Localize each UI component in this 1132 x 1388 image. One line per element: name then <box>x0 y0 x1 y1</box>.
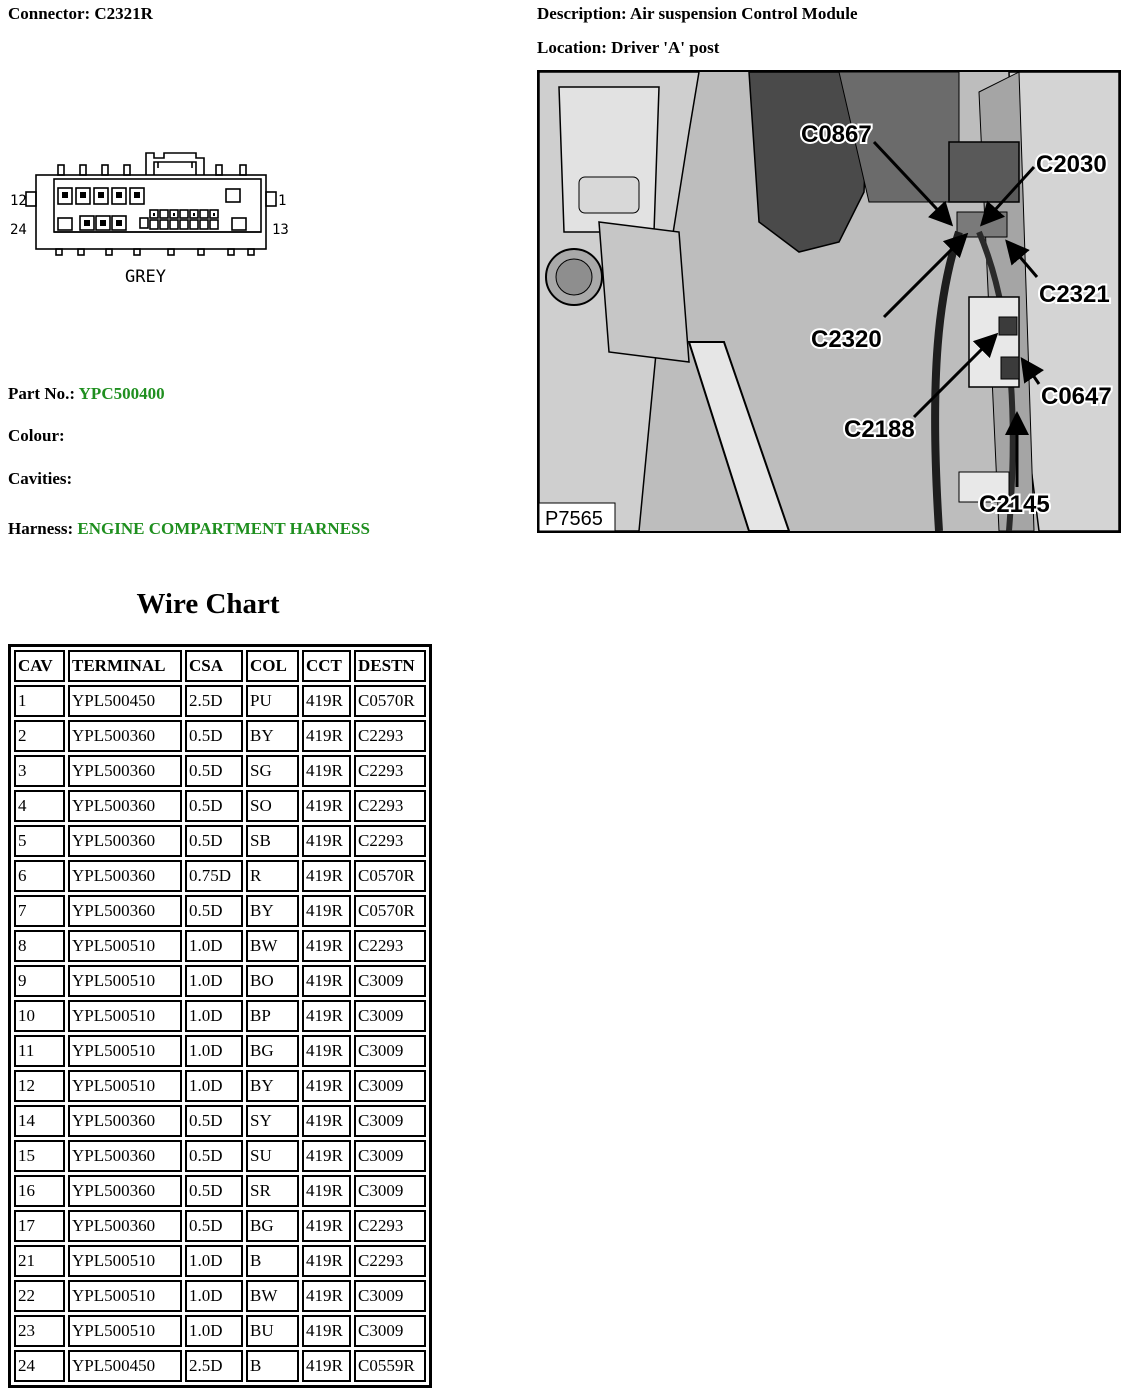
cell-csa: 1.0D <box>185 1315 243 1347</box>
table-row <box>14 755 426 787</box>
cell-destn: C0570R <box>354 685 426 717</box>
cell-terminal: YPL500360 <box>68 1210 182 1242</box>
callout-c0867: C0867 <box>801 121 872 148</box>
cell-cct: 419R <box>302 965 351 997</box>
cell-cct: 419R <box>302 1350 351 1382</box>
cell-cav: 5 <box>14 825 65 857</box>
cell-destn: C3009 <box>354 1175 426 1207</box>
cell-cav: 7 <box>14 895 65 927</box>
table-row <box>14 1245 426 1277</box>
cell-col: SR <box>246 1175 299 1207</box>
cell-cav: 10 <box>14 1000 65 1032</box>
callout-c0647: C0647 <box>1041 383 1112 410</box>
cell-col: SY <box>246 1105 299 1137</box>
cell-destn: C3009 <box>354 965 426 997</box>
cell-terminal: YPL500510 <box>68 1035 182 1067</box>
cell-cct: 419R <box>302 860 351 892</box>
cell-csa: 0.5D <box>185 1175 243 1207</box>
cell-csa: 0.5D <box>185 790 243 822</box>
cell-col: B <box>246 1245 299 1277</box>
cell-cav: 9 <box>14 965 65 997</box>
cell-csa: 1.0D <box>185 1280 243 1312</box>
col-terminal: TERMINAL <box>68 650 182 682</box>
part-no-label: Part No.: <box>8 384 76 403</box>
wire-chart-body <box>14 685 426 1382</box>
table-row <box>14 930 426 962</box>
cell-csa: 0.75D <box>185 860 243 892</box>
cell-col: SO <box>246 790 299 822</box>
cell-cav: 14 <box>14 1105 65 1137</box>
cell-col: SG <box>246 755 299 787</box>
cell-csa: 0.5D <box>185 755 243 787</box>
callout-c2320: C2320 <box>811 326 882 353</box>
cell-terminal: YPL500360 <box>68 825 182 857</box>
connector-line <box>8 4 153 24</box>
cell-destn: C2293 <box>354 1210 426 1242</box>
cell-cct: 419R <box>302 1210 351 1242</box>
cell-csa: 1.0D <box>185 1035 243 1067</box>
pin-1-label: 1 <box>278 193 287 209</box>
cell-terminal: YPL500360 <box>68 1105 182 1137</box>
table-row <box>14 895 426 927</box>
figure-ref: P7565 <box>545 508 603 530</box>
cell-col: BO <box>246 965 299 997</box>
part-no-line <box>8 384 165 404</box>
cell-cav: 16 <box>14 1175 65 1207</box>
colour-line <box>8 426 65 446</box>
description-label: Description: <box>537 4 627 23</box>
location-label: Location: <box>537 38 607 57</box>
cell-cct: 419R <box>302 930 351 962</box>
cell-terminal: YPL500360 <box>68 1175 182 1207</box>
col-destn: DESTN <box>354 650 426 682</box>
cell-cav: 17 <box>14 1210 65 1242</box>
cell-terminal: YPL500360 <box>68 860 182 892</box>
cell-cct: 419R <box>302 1175 351 1207</box>
table-row <box>14 1350 426 1382</box>
table-row <box>14 685 426 717</box>
cell-col: BY <box>246 895 299 927</box>
cell-cav: 12 <box>14 1070 65 1102</box>
cell-cav: 8 <box>14 930 65 962</box>
cell-col: PU <box>246 685 299 717</box>
cell-col: BW <box>246 1280 299 1312</box>
cell-csa: 0.5D <box>185 1210 243 1242</box>
cell-terminal: YPL500510 <box>68 930 182 962</box>
cell-csa: 1.0D <box>185 965 243 997</box>
cell-destn: C3009 <box>354 1000 426 1032</box>
connector-id: C2321R <box>94 4 153 23</box>
cell-csa: 1.0D <box>185 1245 243 1277</box>
cell-col: BY <box>246 1070 299 1102</box>
col-cct: CCT <box>302 650 351 682</box>
part-no-link[interactable]: YPC500400 <box>78 384 165 403</box>
harness-link[interactable]: ENGINE COMPARTMENT HARNESS <box>77 519 370 538</box>
table-row <box>14 860 426 892</box>
callout-c2321: C2321 <box>1039 281 1110 308</box>
cell-csa: 0.5D <box>185 1140 243 1172</box>
cell-cav: 21 <box>14 1245 65 1277</box>
cell-cct: 419R <box>302 685 351 717</box>
cell-col: R <box>246 860 299 892</box>
cell-cct: 419R <box>302 1105 351 1137</box>
cell-csa: 1.0D <box>185 930 243 962</box>
cell-cav: 11 <box>14 1035 65 1067</box>
callout-c2188: C2188 <box>844 416 915 443</box>
col-csa: CSA <box>185 650 243 682</box>
cell-terminal: YPL500510 <box>68 1000 182 1032</box>
cell-cct: 419R <box>302 1315 351 1347</box>
cell-csa: 1.0D <box>185 1070 243 1102</box>
cavities-line <box>8 469 72 489</box>
cell-cav: 4 <box>14 790 65 822</box>
cell-cct: 419R <box>302 1000 351 1032</box>
cell-destn: C2293 <box>354 720 426 752</box>
cell-cav: 3 <box>14 755 65 787</box>
table-row <box>14 790 426 822</box>
cell-cct: 419R <box>302 720 351 752</box>
cell-cav: 1 <box>14 685 65 717</box>
pin-13-label: 13 <box>272 222 289 238</box>
cell-terminal: YPL500450 <box>68 685 182 717</box>
cell-destn: C3009 <box>354 1280 426 1312</box>
cell-cct: 419R <box>302 895 351 927</box>
cell-destn: C2293 <box>354 1245 426 1277</box>
table-row <box>14 1035 426 1067</box>
harness-line <box>8 519 370 539</box>
pin-24-label: 24 <box>10 222 27 238</box>
cavities-label: Cavities: <box>8 469 73 488</box>
cell-destn: C0559R <box>354 1350 426 1382</box>
cell-destn: C3009 <box>354 1035 426 1067</box>
cell-cct: 419R <box>302 1035 351 1067</box>
cell-destn: C0570R <box>354 860 426 892</box>
cell-col: B <box>246 1350 299 1382</box>
table-row <box>14 1175 426 1207</box>
cell-cav: 22 <box>14 1280 65 1312</box>
cell-destn: C2293 <box>354 790 426 822</box>
table-row <box>14 1315 426 1347</box>
pin-12-label: 12 <box>10 193 27 209</box>
table-row <box>14 720 426 752</box>
cell-cav: 24 <box>14 1350 65 1382</box>
cell-cct: 419R <box>302 790 351 822</box>
cell-cct: 419R <box>302 1070 351 1102</box>
location-line <box>537 38 719 58</box>
cell-terminal: YPL500510 <box>68 1245 182 1277</box>
harness-label: Harness: <box>8 519 74 538</box>
cell-col: SU <box>246 1140 299 1172</box>
cell-cav: 6 <box>14 860 65 892</box>
cell-cct: 419R <box>302 1140 351 1172</box>
table-row <box>14 825 426 857</box>
cell-csa: 0.5D <box>185 825 243 857</box>
cell-csa: 2.5D <box>185 685 243 717</box>
cell-col: BW <box>246 930 299 962</box>
cell-csa: 1.0D <box>185 1000 243 1032</box>
cell-col: BP <box>246 1000 299 1032</box>
cell-col: BY <box>246 720 299 752</box>
vehicle-a-post-illustration <box>539 72 1119 531</box>
col-col: COL <box>246 650 299 682</box>
location-value: Driver 'A' post <box>611 38 720 57</box>
table-row <box>14 1140 426 1172</box>
colour-label: Colour: <box>8 426 65 445</box>
cell-terminal: YPL500360 <box>68 755 182 787</box>
cell-terminal: YPL500450 <box>68 1350 182 1382</box>
table-row <box>14 1105 426 1137</box>
cell-col: BG <box>246 1210 299 1242</box>
cell-destn: C3009 <box>354 1315 426 1347</box>
cell-terminal: YPL500510 <box>68 1280 182 1312</box>
connector-face-diagram <box>8 148 308 288</box>
cell-destn: C2293 <box>354 825 426 857</box>
wire-chart-table <box>8 644 432 1388</box>
description-line <box>537 4 858 24</box>
cell-cct: 419R <box>302 755 351 787</box>
callout-c2145: C2145 <box>979 491 1050 518</box>
cell-terminal: YPL500360 <box>68 720 182 752</box>
cell-csa: 0.5D <box>185 1105 243 1137</box>
cell-destn: C2293 <box>354 755 426 787</box>
cell-destn: C3009 <box>354 1070 426 1102</box>
cell-terminal: YPL500510 <box>68 1070 182 1102</box>
table-row <box>14 1000 426 1032</box>
cell-cav: 2 <box>14 720 65 752</box>
cell-destn: C0570R <box>354 895 426 927</box>
wire-chart-title: Wire Chart <box>136 588 280 620</box>
table-row <box>14 1070 426 1102</box>
cell-col: BG <box>246 1035 299 1067</box>
col-cav: CAV <box>14 650 65 682</box>
cell-cav: 15 <box>14 1140 65 1172</box>
table-row <box>14 1210 426 1242</box>
cell-terminal: YPL500360 <box>68 895 182 927</box>
connector-label: Connector: <box>8 4 91 23</box>
connector-colour-caption: GREY <box>125 267 166 287</box>
cell-cav: 23 <box>14 1315 65 1347</box>
cell-destn: C3009 <box>354 1140 426 1172</box>
cell-terminal: YPL500510 <box>68 1315 182 1347</box>
cell-col: SB <box>246 825 299 857</box>
cell-destn: C3009 <box>354 1105 426 1137</box>
cell-csa: 0.5D <box>185 895 243 927</box>
cell-cct: 419R <box>302 825 351 857</box>
cell-terminal: YPL500360 <box>68 1140 182 1172</box>
cell-col: BU <box>246 1315 299 1347</box>
cell-terminal: YPL500510 <box>68 965 182 997</box>
cell-csa: 2.5D <box>185 1350 243 1382</box>
description-value: Air suspension Control Module <box>630 4 858 23</box>
table-row <box>14 965 426 997</box>
table-row <box>14 1280 426 1312</box>
cell-destn: C2293 <box>354 930 426 962</box>
cell-csa: 0.5D <box>185 720 243 752</box>
callout-c2030: C2030 <box>1036 151 1107 178</box>
wire-chart-header-row <box>14 650 426 682</box>
location-photo <box>537 70 1121 533</box>
cell-terminal: YPL500360 <box>68 790 182 822</box>
cell-cct: 419R <box>302 1280 351 1312</box>
cell-cct: 419R <box>302 1245 351 1277</box>
